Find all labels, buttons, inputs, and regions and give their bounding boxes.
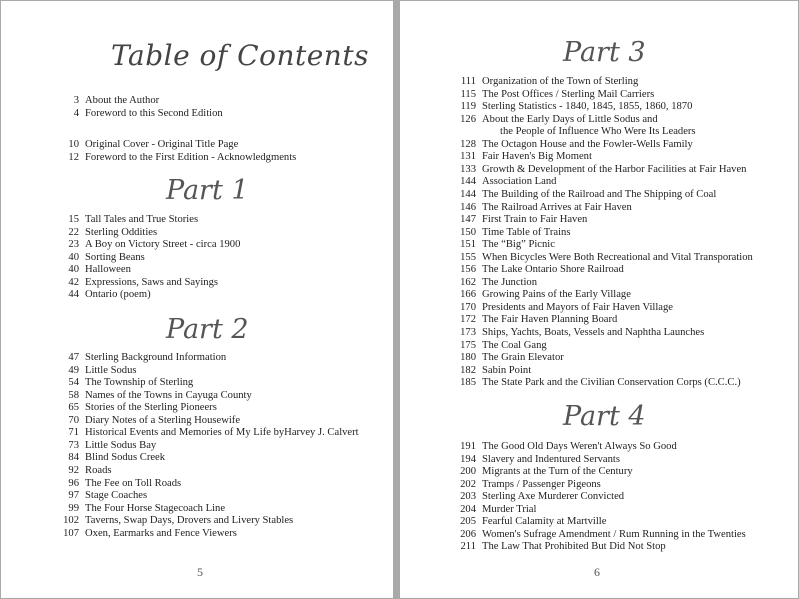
toc-title: The Grain Elevator (482, 352, 564, 364)
toc-title: Time Table of Trains (482, 226, 571, 238)
toc-title: Foreword to this Second Edition (85, 107, 223, 119)
toc-page-number: 147 (460, 214, 476, 226)
toc-entry (68, 502, 226, 515)
toc-title: Names of the Towns in Cayuga County (85, 389, 252, 401)
toc-title: The “Big” Picnic (482, 239, 555, 251)
toc-page-number: 107 (63, 527, 79, 539)
toc-page-number: 4 (73, 107, 79, 119)
toc-title: Fearful Calamity at Martville (482, 516, 607, 528)
toc-title: The State Park and the Civilian Conservation Corps (C.C.C.) (482, 377, 741, 389)
toc-title: A Boy on Victory Street - circa 1900 (85, 239, 241, 251)
toc-entry (63, 515, 294, 527)
toc-page-number: 115 (460, 88, 476, 100)
toc-entry (68, 452, 166, 464)
toc-page-number: 54 (68, 377, 79, 389)
toc-page-number: 156 (460, 264, 476, 276)
toc-entry (73, 107, 223, 120)
toc-title: Stage Coaches (85, 490, 148, 502)
toc-title: The Fee on Toll Roads (85, 477, 182, 489)
toc-page-number: 173 (460, 327, 476, 338)
toc-entry (68, 402, 217, 414)
toc-title: The Railroad Arrives at Fair Haven (482, 201, 632, 213)
toc-page-number: 133 (460, 163, 476, 175)
toc-entry (68, 439, 157, 452)
toc-title: The Coal Gang (482, 339, 547, 351)
toc-entry (460, 377, 741, 389)
toc-title: Taverns, Swap Days, Drovers and Livery Stables (85, 515, 294, 527)
toc-title: The Fair Haven Planning Board (482, 314, 618, 326)
toc-title: Growth & Development of the Harbor Facilities at Fair Haven (482, 163, 747, 175)
toc-entry (460, 339, 547, 352)
toc-entry (460, 491, 625, 503)
toc-title: Tall Tales and True Stories (85, 214, 199, 225)
toc-page-number: 151 (460, 239, 476, 251)
toc-title: The Building of the Railroad and The Shipping of Coal (482, 188, 717, 200)
toc-page-number: 131 (460, 151, 476, 163)
toc-title: The Law That Prohibited But Did Not Stop (482, 541, 666, 553)
toc-title: Women's Sufrage Amendment / Rum Running in the Twenties (482, 528, 746, 540)
toc-entry (63, 527, 237, 540)
toc-entry (68, 214, 199, 226)
toc-entry (68, 389, 252, 402)
toc-title: Fair Haven's Big Moment (482, 151, 592, 163)
toc-title: Ontario (poem) (85, 289, 151, 301)
toc-title: Sterling Oddities (85, 226, 158, 238)
toc-page-number: 84 (68, 452, 79, 464)
toc-entry (460, 138, 693, 151)
toc-page-number: 44 (68, 289, 79, 301)
toc-title: Organization of the Town of Sterling (482, 76, 639, 87)
toc-title: Migrants at the Turn of the Century (482, 466, 633, 478)
toc-page-number: 205 (460, 516, 476, 528)
part-4-heading: Part 4 (563, 401, 646, 432)
toc-page-number: 170 (460, 301, 476, 313)
toc-title: Oxen, Earmarks and Fence Viewers (85, 527, 237, 539)
toc-page-number: 182 (460, 364, 476, 376)
toc-title: Foreword to the First Edition - Acknowledgments (85, 151, 297, 163)
toc-entry (460, 289, 631, 301)
toc-entry (68, 289, 151, 301)
toc-entry (68, 352, 227, 364)
toc-title: Sabin Point (482, 364, 532, 376)
toc-title: Stories of the Sterling Pioneers (85, 402, 217, 414)
toc-title: Original Cover - Original Title Page (85, 139, 239, 150)
toc-page-number: 15 (68, 214, 79, 225)
toc-entry (460, 151, 592, 163)
toc-title: The Octagon House and the Fowler-Wells Family (482, 138, 693, 150)
toc-title: the People of Influence Who Were Its Leaders (500, 126, 696, 138)
toc-entry (460, 276, 538, 289)
toc-title: Little Sodus (85, 364, 137, 376)
toc-title: Sterling Statistics - 1840, 1845, 1855, 1860, 1870 (482, 101, 693, 113)
toc-page-number: 150 (460, 226, 476, 238)
toc-entry (460, 516, 607, 528)
toc-page-number: 185 (460, 377, 476, 389)
toc-page-number: 203 (460, 491, 476, 503)
toc-entry (68, 264, 131, 276)
toc-page-number: 175 (460, 339, 476, 351)
toc-page-number: 172 (460, 314, 476, 326)
toc-page-number: 211 (460, 541, 476, 553)
toc-entry (460, 113, 658, 126)
toc-entry (73, 95, 160, 107)
toc-entry (460, 188, 717, 201)
toc-entry (460, 301, 673, 314)
toc-page-number: 99 (68, 502, 79, 514)
toc-entry (482, 126, 696, 138)
toc-entry (68, 251, 145, 264)
toc-title: Historical Events and Memories of My Life byHarvey J. Calvert (85, 427, 359, 439)
toc-page-number: 206 (460, 528, 476, 540)
toc-page-number: 126 (460, 113, 476, 125)
part-2-heading: Part 2 (166, 314, 249, 345)
toc-title: The Lake Ontario Shore Railroad (482, 264, 624, 276)
toc-page-number: 144 (460, 188, 476, 200)
toc-entry (460, 88, 655, 101)
toc-entry (460, 541, 666, 553)
toc-page-number: 102 (63, 515, 79, 527)
toc-page-number: 12 (68, 151, 79, 163)
toc-entry (68, 414, 241, 427)
toc-entry (460, 101, 693, 113)
toc-page-number: 146 (460, 201, 476, 213)
toc-title: Ships, Yachts, Boats, Vessels and Naphtha Launches (482, 327, 705, 338)
toc-title: Murder Trial (482, 503, 537, 515)
toc-page-number: 92 (68, 464, 79, 476)
toc-entry (68, 276, 219, 289)
toc-title: Tramps / Passenger Pigeons (482, 478, 601, 490)
toc-entry (460, 466, 633, 478)
toc-title: Sterling Axe Murderer Convicted (482, 491, 625, 503)
toc-page-number: 3 (73, 95, 79, 106)
toc-entry (460, 453, 620, 466)
toc-entry (68, 477, 182, 490)
toc-page-number: 65 (68, 402, 79, 414)
toc-page-number: 144 (460, 176, 476, 188)
page-number: 5 (197, 565, 203, 579)
toc-entry (68, 364, 137, 377)
toc-title: About the Author (85, 95, 160, 106)
page-title: Table of Contents (111, 39, 369, 72)
toc-title: The Township of Sterling (85, 377, 194, 389)
toc-entry (460, 503, 537, 516)
left-page (1, 1, 393, 598)
toc-entry (68, 427, 359, 439)
toc-page-number: 58 (68, 389, 79, 401)
toc-entry (460, 176, 557, 188)
toc-title: Association Land (482, 176, 557, 188)
toc-entry (68, 151, 297, 164)
toc-page-number: 47 (68, 352, 79, 363)
toc-page-number: 73 (68, 439, 79, 451)
toc-entry (460, 239, 555, 251)
toc-page-number: 71 (68, 427, 79, 439)
toc-title: The Post Offices / Sterling Mail Carriers (482, 88, 655, 100)
toc-entry (460, 327, 705, 339)
toc-entry (460, 441, 677, 453)
toc-page-number: 22 (68, 226, 79, 238)
toc-title: When Bicycles Were Both Recreational and Vital Transporation (482, 251, 753, 263)
toc-page-number: 111 (460, 76, 476, 87)
toc-title: Roads (85, 464, 112, 476)
toc-entry (460, 226, 571, 239)
toc-title: Growing Pains of the Early Village (482, 289, 631, 301)
toc-entry (460, 214, 588, 226)
toc-entry (460, 264, 624, 276)
toc-page-number: 166 (460, 289, 476, 301)
toc-title: The Four Horse Stagecoach Line (85, 502, 226, 514)
page-number: 6 (594, 565, 600, 579)
toc-page-number: 204 (460, 503, 476, 515)
toc-page-number: 96 (68, 477, 79, 489)
toc-entry (68, 239, 241, 251)
toc-title: Presidents and Mayors of Fair Haven Village (482, 301, 673, 313)
toc-page-number: 202 (460, 478, 476, 490)
toc-title: The Junction (482, 276, 538, 288)
toc-page-number: 128 (460, 138, 476, 150)
toc-entry (460, 314, 618, 326)
toc-page-number: 155 (460, 251, 476, 263)
part-1-heading: Part 1 (166, 175, 249, 206)
toc-page-number: 70 (68, 414, 79, 426)
toc-entry (68, 139, 239, 151)
toc-entry (68, 490, 148, 502)
toc-page-number: 97 (68, 490, 79, 502)
toc-page-number: 194 (460, 453, 476, 465)
toc-page-number: 23 (68, 239, 79, 251)
toc-title: Little Sodus Bay (85, 439, 157, 451)
toc-page-number: 42 (68, 276, 79, 288)
toc-title: Diary Notes of a Sterling Housewife (85, 414, 241, 426)
toc-entry (68, 464, 112, 477)
toc-page-number: 49 (68, 364, 79, 376)
toc-page-number: 119 (460, 101, 476, 113)
toc-title: Halloween (85, 264, 131, 276)
toc-page-number: 40 (68, 264, 79, 276)
toc-title: First Train to Fair Haven (482, 214, 588, 226)
toc-entry (460, 76, 639, 88)
toc-entry (460, 201, 632, 214)
toc-entry (460, 163, 747, 176)
toc-title: Sterling Background Information (85, 352, 227, 363)
part-3-heading: Part 3 (563, 37, 646, 68)
toc-entry (460, 478, 601, 491)
toc-title: Sorting Beans (85, 251, 145, 263)
toc-page-number: 180 (460, 352, 476, 364)
toc-entry (68, 226, 158, 239)
toc-page-number: 40 (68, 251, 79, 263)
toc-entry (460, 528, 746, 541)
toc-title: The Good Old Days Weren't Always So Good (482, 441, 677, 452)
toc-page-number: 200 (460, 466, 476, 478)
toc-title: Slavery and Indentured Servants (482, 453, 620, 465)
toc-title: About the Early Days of Little Sodus and (482, 113, 658, 125)
toc-page-number: 10 (68, 139, 79, 150)
toc-title: Blind Sodus Creek (85, 452, 166, 464)
toc-page-number: 191 (460, 441, 476, 452)
right-page (400, 1, 798, 598)
toc-title: Expressions, Saws and Sayings (85, 276, 219, 288)
toc-entry (460, 352, 564, 364)
toc-entry (460, 251, 753, 264)
toc-entry (460, 364, 532, 377)
toc-entry (68, 377, 194, 389)
toc-page-number: 162 (460, 276, 476, 288)
